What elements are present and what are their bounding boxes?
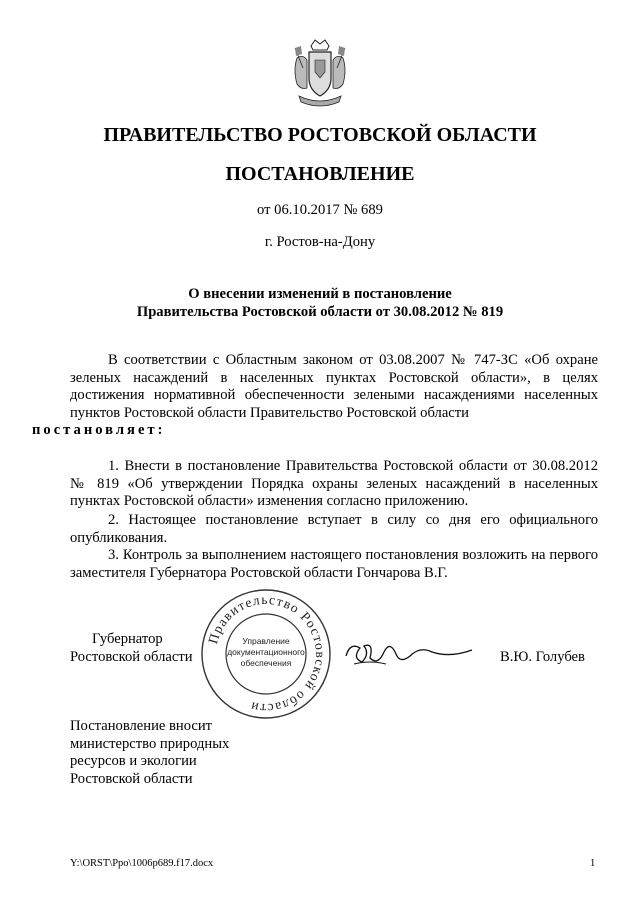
item-2: 2. Настоящее постановление вступает в силу со дня его официального опубликования. xyxy=(70,512,598,546)
item-3: 3. Контроль за выполнением настоящего постановления возложить на первого заместителя Губернатора Ростовской области Гончарова В.Г. xyxy=(70,547,598,581)
document-date-number: от 06.10.2017 № 689 xyxy=(257,202,383,218)
subject-line-2: Правительства Ростовской области от 30.08.2012 № 819 xyxy=(136,304,504,320)
signatory-position-line-2: Ростовской области xyxy=(70,649,193,665)
official-stamp xyxy=(198,586,334,722)
signatory-name: В.Ю. Голубев xyxy=(500,649,585,665)
item-1: 1. Внести в постановление Правительства Ростовской области от 30.08.2012 № 819 «Об утверждении Порядка охраны зеленых насаждений в населенных пунктах Ростовской области» изменения согласно приложению. xyxy=(70,458,598,509)
submitted-by-line-4: Ростовской области xyxy=(70,770,193,787)
subject-line-1: О внесении изменений в постановление xyxy=(188,286,452,302)
submitted-by-line-2: министерство природных xyxy=(70,735,230,752)
stamp-ring-text: Правительство Ростовской области xyxy=(205,591,329,717)
organization-title: ПРАВИТЕЛЬСТВО РОСТОВСКОЙ ОБЛАСТИ xyxy=(103,124,537,146)
stamp-center-line-2: документационного xyxy=(227,647,305,657)
submitted-by-block xyxy=(70,718,229,788)
coat-of-arms-emblem xyxy=(289,38,351,108)
stamp-center-line-1: Управление xyxy=(242,636,290,646)
footer-file-path: Y:\ORST\Ppo\1006p689.f17.docx xyxy=(70,858,214,869)
preamble-paragraph xyxy=(32,352,598,440)
decree-word: постановляет: xyxy=(32,422,166,438)
document-city: г. Ростов-на-Дону xyxy=(264,234,376,250)
handwritten-signature xyxy=(340,628,480,678)
stamp-center-line-3: обеспечения xyxy=(240,658,292,668)
signatory-position-line-1: Губернатор xyxy=(92,631,163,647)
submitted-by-line-1: Постановление вносит xyxy=(70,718,213,734)
preamble-text: В соответствии с Областным законом от 03.08.2007 № 747-ЗС «Об охране зеленых насаждений в населенных пунктах Ростовской области», в целях достижения нормативной обеспеченности зелеными насаждениями населенных пунктов Ростовской области Правительство Ростовской области xyxy=(70,352,598,421)
document-type-title: ПОСТАНОВЛЕНИЕ xyxy=(225,163,415,185)
submitted-by-line-3: ресурсов и экологии xyxy=(70,753,197,769)
footer-page-number: 1 xyxy=(590,858,596,869)
